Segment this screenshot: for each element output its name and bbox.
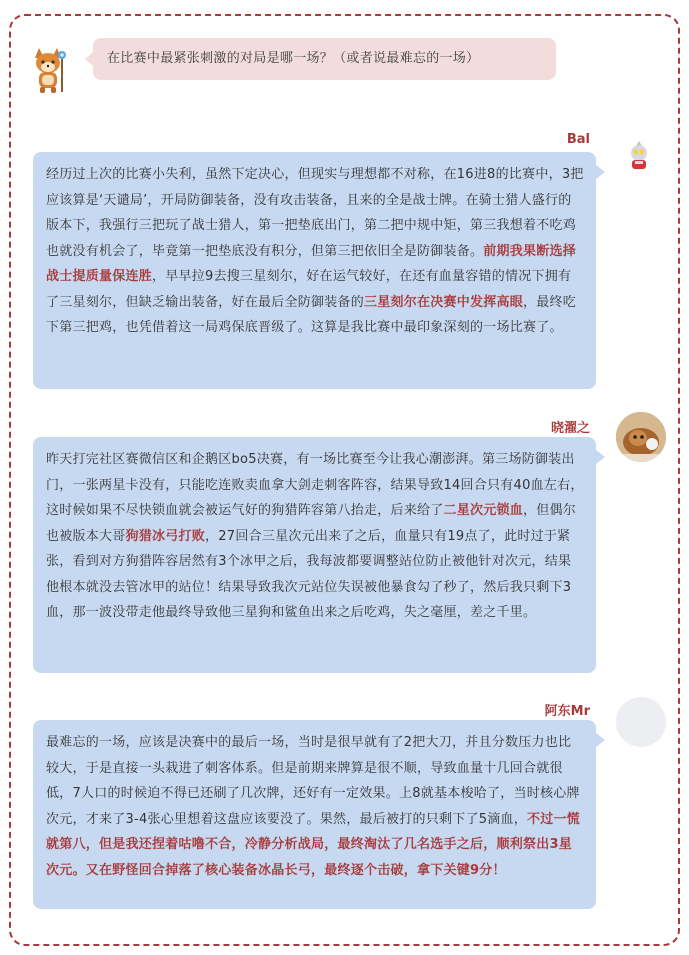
answer-avatar — [622, 138, 656, 172]
question-bubble — [93, 38, 556, 80]
answer-bubble: 最难忘的一场，应该是决赛中的最后一场，当时是很早就有了2把大刀，并且分数压力也比较大，于是直接一头栽进了刺客体系。但是前期来牌算是很不顺，导致血量十几回合就很低，7人口的时候迫不得已还刷了几次牌，还好有一定效果。上8就基本梭哈了，当时核心牌次元，才来了3-4张心里想着这盘应该要没了。果然，最后被打的只剩下了5滴血，不过一慌就第八，但是我还捏着咕噜不合，冷静分析战局，最终淘汰了几名选手之后，顺利祭出3星次元。又在野怪回合掉落了核心装备冰晶长弓，最终逐个击破，拿下关键9分！ — [33, 720, 596, 909]
answer-author-name: 阿东Mr — [544, 704, 590, 719]
highlight-text: 狗猎冰弓打败 — [125, 528, 206, 544]
highlight-text: 前期我果断选择战士提质量保连胜 — [46, 243, 577, 284]
answer-avatar — [616, 697, 666, 747]
answer-avatar — [616, 412, 666, 462]
answer-bubble: 昨天打完社区赛微信区和企鹅区bo5决赛，有一场比赛至今让我心潮澎湃。第三场防御装出门，一张两星卡没有，只能吃连败卖血拿大剑走刺客阵容，结果导致14回合只有40血左右，这时候如果不尽快锁血就会被运气好的狗猎阵容第八抬走，后来给了二星次元锁血，但偶尔也被版本大哥狗猎冰弓打败，27回合三星次元出来了之后，血量只有19点了，此时过于紧张，看到对方狗猎阵容居然有3个冰甲之后，我每波都要调整站位防止被他针对次元，结果他根本就没去管冰甲的站位！结果导致我次元站位失误被他暴食勾了秒了，然后我只剩下3血，那一波没带走他最终导致他三星狗和鲨鱼出来之后吃鸡，失之毫厘，差之千里。 — [33, 437, 596, 673]
highlight-text: 二星次元锁血 — [443, 503, 524, 518]
highlight-text: 不过一慌就第八，但是我还捏着咕噜不合，冷静分析战局，最终淘汰了几名选手之后，顺利祭出3星次元。又在野怪回合掉落了核心装备冰晶长弓，最终逐个击破，拿下关键9分！ — [46, 811, 581, 878]
highlight-text: 三星刻尔在决赛中发挥高眼 — [364, 294, 524, 310]
answer-bubble: 经历过上次的比赛小失利，虽然下定决心，但现实与理想都不对称，在16进8的比赛中，3把应该算是‘天谴局’，开局防御装备，没有攻击装备，且来的全是战士牌。在骑士猎人盛行的版本下，我强行三把玩了战士猎人，第一把垫底出门，第二把中规中矩，第三我想着不吃鸡也就没有机会了，毕竟第一把垫底没有积分，但第三把依旧全是防御装备。前期我果断选择战士提质量保连胜，早早拉9去搜三星刻尔，好在运气较好，在还有血量容错的情况下拥有了三星刻尔，但缺乏输出装备，好在最后全防御装备的三星刻尔在决赛中发挥高眼，最终吃下第三把鸡，也凭借着这一局鸡保底晋级了。这算是我比赛中最印象深刻的一场比赛了。 — [33, 152, 596, 389]
question-text: 在比赛中最紧张刺激的对局是哪一场？（或者说最难忘的一场） — [107, 51, 480, 66]
answer-author-name: 晓濯之 — [550, 421, 590, 436]
host-avatar — [30, 44, 70, 96]
answer-author-name: Bal — [566, 132, 590, 147]
